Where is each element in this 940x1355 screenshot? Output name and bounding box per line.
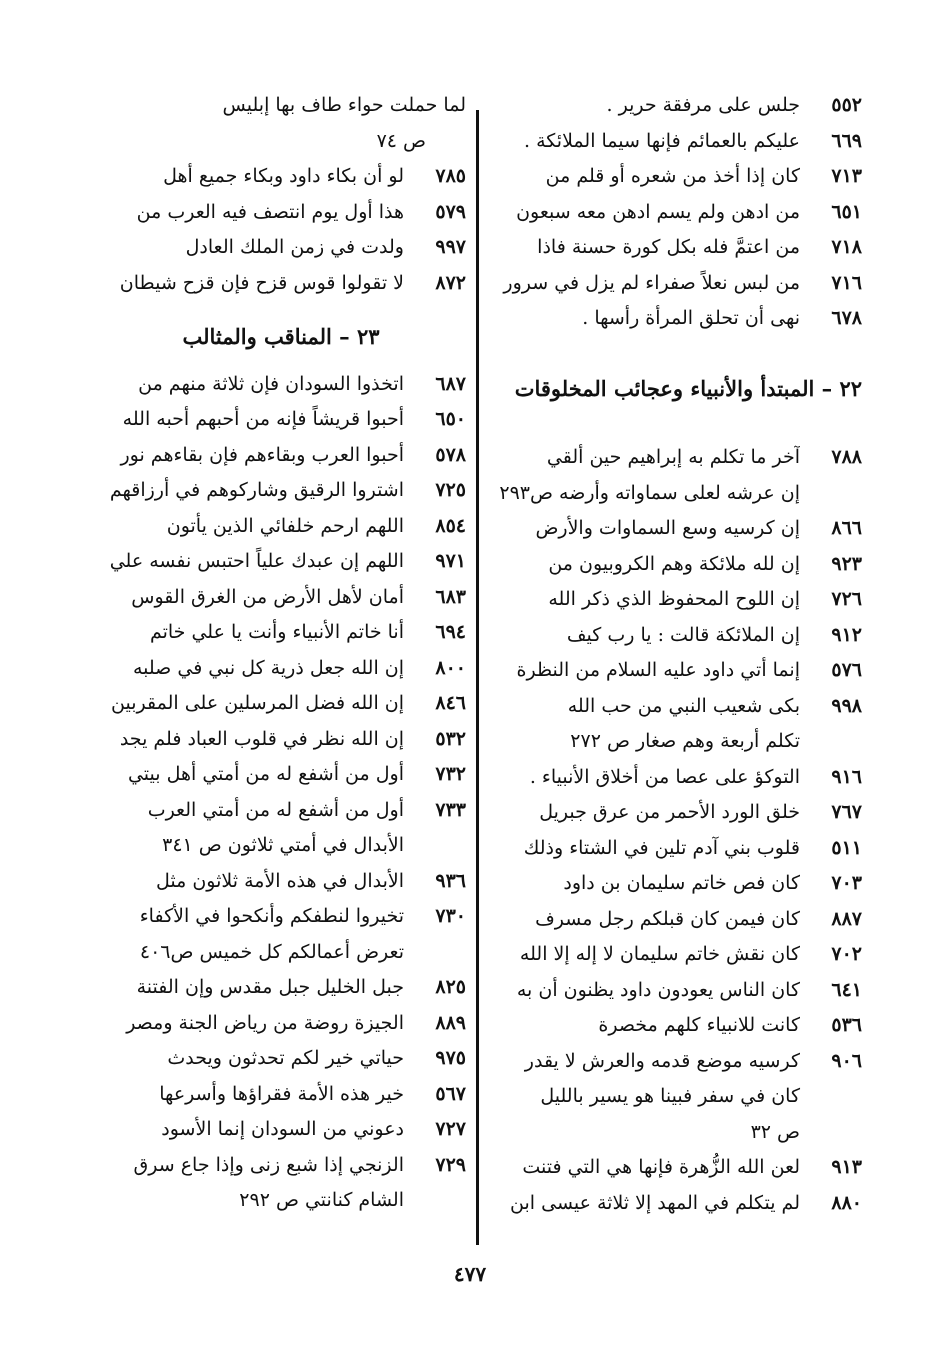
index-entry <box>96 1006 466 1042</box>
entry-number: ٦٥١ <box>831 200 862 223</box>
entry-text: حياتي خير لكم تحدثون ويحدث <box>167 1047 404 1069</box>
index-entry <box>492 440 862 476</box>
right-column <box>492 88 862 1221</box>
entry-text: أحبوا قريشاً فإنه من أحبهم أحبه الله <box>122 408 404 430</box>
index-entry <box>96 195 466 231</box>
entry-number: ٨٨٧ <box>831 907 862 930</box>
entry-text: اتخذوا السودان فإن ثلاثة منهم من <box>138 372 404 395</box>
entry-text: من ادهن ولم يسم ادهن معه سبعون <box>516 200 800 223</box>
index-entry <box>492 973 862 1009</box>
index-entry <box>492 653 862 689</box>
index-entry <box>492 902 862 938</box>
entry-text: اشتروا الرقيق وشاركوهم في أرزاقهم <box>109 479 404 501</box>
entry-number: ٨٤٦ <box>435 692 466 714</box>
index-entry <box>492 689 862 725</box>
entry-text: اللهم إن عبدك علياً احتبس نفسه علي <box>109 550 404 572</box>
entry-continuation: ص ٣٢ <box>750 1120 800 1143</box>
entry-text: الأبدال في هذه الأمة ثلاثون مثل <box>156 869 404 892</box>
entry-text: كان فيمن كان قبلكم رجل مسرف <box>535 907 800 930</box>
entry-continuation: إن عرشه لعلى سماواته وأرضه ص٢٩٣ <box>499 481 800 504</box>
entry-number: ٩٧٥ <box>435 1047 466 1069</box>
index-entry <box>96 722 466 758</box>
index-entry <box>96 864 466 900</box>
entry-text: جلس على مرفقة حرير . <box>606 94 800 116</box>
entry-number: ٥٧٨ <box>435 443 466 466</box>
entry-text: كانت للانبياء كلهم مخصرة <box>598 1014 800 1036</box>
entry-number: ٧٢٦ <box>831 588 862 610</box>
entry-number: ٨٦٦ <box>831 517 862 539</box>
entry-text: إن الملائكة قالت : يا رب كيف <box>566 623 800 646</box>
entry-text: ولدت في زمن الملك العادل <box>185 236 404 258</box>
entry-number: ٨٨٠ <box>831 1191 862 1214</box>
entry-text: لو أن بكاء داود وبكاء جميع أهل <box>163 165 404 187</box>
entry-text: دعوني من السودان إنما الأسود <box>161 1118 404 1140</box>
index-entry <box>492 1008 862 1044</box>
entry-number: ٧٠٣ <box>831 872 862 894</box>
index-entry <box>492 760 862 796</box>
entry-text: أول من أشفع له من أمتي أهل بيتي <box>127 763 404 785</box>
entry-text: أول من أشفع له من أمتي العرب <box>147 798 404 821</box>
entry-continuation: تكلم أربعة وهم صغار ص ٢٧٢ <box>570 730 800 752</box>
entry-number: ٧٠٢ <box>831 943 862 965</box>
entry-text: هذا أول يوم انتصف فيه العرب من <box>136 200 404 223</box>
entry-number: ٩٩٨ <box>831 694 862 717</box>
entry-number: ٧٣٢ <box>435 763 466 785</box>
index-entry <box>96 1041 466 1077</box>
entry-number: ٧٣٣ <box>435 798 466 821</box>
entry-number: ٦٩٤ <box>435 621 466 643</box>
entry-text: إنما أتي داود عليه السلام من النظرة <box>516 659 800 681</box>
entry-continuation: الشام كنانتي ص ٢٩٢ <box>239 1189 404 1211</box>
entry-text: لعن الله الزُّهرة فإنها هي التي فتنت <box>522 1156 800 1178</box>
entry-number: ٦٨٣ <box>435 585 466 608</box>
entry-number: ٦٦٩ <box>831 129 862 152</box>
index-entry <box>492 1186 862 1222</box>
entry-number: ٦٤١ <box>831 978 862 1001</box>
entry-text: نهى أن تحلق المرأة رأسها . <box>582 307 800 329</box>
entry-text: أمان لأهل الأرض من الغرق القوس <box>131 585 404 608</box>
index-entry <box>492 159 862 195</box>
section-heading: ٢٣ – المناقب والمثالب <box>182 324 380 349</box>
index-entry <box>96 1112 466 1148</box>
entry-text: إن لله ملائكة وهم الكروبيون من <box>548 552 800 575</box>
entry-number: ٨٥٤ <box>435 514 466 537</box>
entry-number: ٩١٣ <box>831 1156 862 1178</box>
page-number: ٤٧٧ <box>453 1262 487 1286</box>
index-entry <box>96 1077 466 1113</box>
index-entry <box>96 402 466 438</box>
entry-text: كان نقش خاتم سليمان لا إله إلا الله <box>519 943 800 965</box>
entry-text: اللهم ارحم خلفائي الذين يأتون <box>166 514 404 537</box>
index-entry <box>96 970 466 1006</box>
entry-text: إن اللوح المحفوظ الذي ذكر الله <box>548 588 800 610</box>
index-entry <box>96 757 466 793</box>
entry-number: ٧٢٩ <box>435 1153 466 1176</box>
entry-number: ٧٣٠ <box>435 905 466 927</box>
entry-text: من اعتمَّ فله بكل كورة حسنة فاذا <box>537 236 800 258</box>
entry-text: خير هذه الأمة فقراؤها وأسرعها <box>159 1082 404 1105</box>
entry-number: ٨٠٠ <box>435 656 466 679</box>
entry-text: آخر ما تكلم به إبراهيم حين ألقي <box>546 446 800 468</box>
entry-text: إن الله نظر في قلوب العباد فلم يجد <box>119 727 404 750</box>
entry-number: ٦٨٧ <box>435 372 466 395</box>
entry-number: ٩٢٣ <box>831 552 862 575</box>
entry-number: ٧٢٧ <box>435 1118 466 1140</box>
entry-text: جبل الخليل جبل مقدس وإن الفتنة <box>136 976 404 998</box>
entry-number: ٧٦٧ <box>831 801 862 823</box>
column-divider <box>476 110 479 1245</box>
continuation-line: ص ٧٤ <box>376 129 426 152</box>
index-entry <box>492 1044 862 1080</box>
index-entry <box>492 511 862 547</box>
entry-number: ٥٣٦ <box>831 1014 862 1036</box>
index-entry <box>96 686 466 722</box>
index-entry <box>96 159 466 195</box>
index-entry <box>492 618 862 654</box>
index-entry <box>492 866 862 902</box>
entry-number: ٧٨٥ <box>435 165 466 187</box>
entry-number: ٩٠٦ <box>831 1049 862 1072</box>
entry-number: ٥٣٢ <box>435 727 466 750</box>
entry-continuation: كان في سفر فبينا هو يسير بالليل <box>540 1085 800 1107</box>
entry-text: إن الله فضل المرسلين على المقربين <box>111 692 404 714</box>
entry-number: ٩١٢ <box>831 623 862 646</box>
index-entry <box>492 582 862 618</box>
index-entry <box>492 195 862 231</box>
entry-text: بكى شعيب النبي من حب الله <box>567 694 800 717</box>
entry-number: ٥١١ <box>831 836 862 859</box>
entry-number: ٧٨٨ <box>831 446 862 468</box>
entry-number: ٩٣٦ <box>435 869 466 892</box>
entry-number: ٨٧٢ <box>435 271 466 294</box>
section-heading: ٢٢ – المبتدأ والأنبياء وعجائب المخلوقات <box>514 375 862 401</box>
entry-number: ٥٧٦ <box>831 659 862 681</box>
entry-number: ٥٧٩ <box>435 200 466 223</box>
index-entry <box>492 1150 862 1186</box>
index-entry <box>96 580 466 616</box>
entry-text: كان فص خاتم سليمان بن داود <box>563 872 800 894</box>
index-entry <box>492 266 862 302</box>
index-entry <box>492 937 862 973</box>
entry-text: تخيروا لنطفكم وأنكحوا في الأكفاء <box>139 905 404 927</box>
index-entry <box>96 899 466 935</box>
index-entry <box>492 230 862 266</box>
index-entry <box>96 473 466 509</box>
index-entry <box>96 1148 466 1184</box>
entry-number: ٦٥٠ <box>435 408 466 430</box>
entry-text: خلق الورد الأحمر من عرق جبريل <box>539 801 800 823</box>
entry-text: كرسيه موضع قدمه والعرش لا يقدر <box>524 1049 800 1072</box>
entry-number: ٩١٦ <box>831 765 862 788</box>
entry-number: ٥٥٢ <box>831 94 862 116</box>
entry-text: عليكم بالعمائم فإنها سيما الملائكة . <box>524 129 800 152</box>
entry-number: ٨٢٥ <box>435 976 466 998</box>
left-column <box>96 88 466 1219</box>
index-entry <box>96 509 466 545</box>
entry-text: قلوب بني آدم تلين في الشتاء وذلك <box>523 836 800 859</box>
index-entry <box>492 301 862 337</box>
index-entry <box>492 88 862 124</box>
index-entry <box>96 615 466 651</box>
entry-number: ٩٩٧ <box>435 236 466 258</box>
index-entry <box>96 544 466 580</box>
entry-text: لا تقولوا قوس قزح فإن قزح شيطان <box>119 271 404 294</box>
index-entry <box>492 795 862 831</box>
index-entry <box>492 831 862 867</box>
entry-number: ٥٦٧ <box>435 1082 466 1105</box>
entry-text: إن كرسيه وسع السماوات والأرض <box>535 517 800 539</box>
entry-number: ٨٨٩ <box>435 1011 466 1034</box>
entry-number: ٧١٣ <box>831 165 862 187</box>
entry-number: ٧١٨ <box>831 236 862 258</box>
index-entry <box>96 230 466 266</box>
entry-continuation: تعرض أعمالكم كل خميس ص٤٠٦ <box>139 940 404 963</box>
entry-text: الزنجي إذا شبع زنى وإذا جاع سرق <box>133 1153 404 1176</box>
entry-continuation: الأبدال في أمتي ثلاثون ص ٣٤١ <box>162 834 404 856</box>
entry-text: التوكؤ على عصا من أخلاق الأنبياء . <box>529 765 800 788</box>
entry-text: من لبس نعلاً صفراء لم يزل في سرور <box>503 271 800 294</box>
continuation-line: لما حملت حواء طاف بها إبليس <box>222 94 466 116</box>
index-entry <box>96 367 466 403</box>
entry-text: أحبوا العرب وبقاءهم فإن بقاءهم نور <box>120 443 404 466</box>
index-entry <box>492 547 862 583</box>
index-entry <box>96 651 466 687</box>
entry-text: لم يتكلم في المهد إلا ثلاثة عيسى ابن <box>510 1191 800 1214</box>
index-entry <box>96 266 466 302</box>
entry-number: ٩٧١ <box>435 550 466 572</box>
entry-text: أنا خاتم الأنبياء وأنت يا علي خاتم <box>149 621 404 643</box>
index-entry <box>96 793 466 829</box>
entry-number: ٧١٦ <box>831 271 862 294</box>
index-entry <box>96 438 466 474</box>
entry-text: الجيزة روضة من رياض الجنة ومصر <box>126 1011 404 1034</box>
entry-number: ٧٢٥ <box>435 479 466 501</box>
index-entry <box>492 124 862 160</box>
entry-text: إن الله جعل ذرية كل نبي في صلبه <box>132 656 404 679</box>
entry-number: ٦٧٨ <box>831 307 862 329</box>
entry-text: كان الناس يعودون داود يظنون أن به <box>516 978 800 1001</box>
entry-text: كان إذا أخذ من شعره أو قلم من <box>545 165 800 187</box>
